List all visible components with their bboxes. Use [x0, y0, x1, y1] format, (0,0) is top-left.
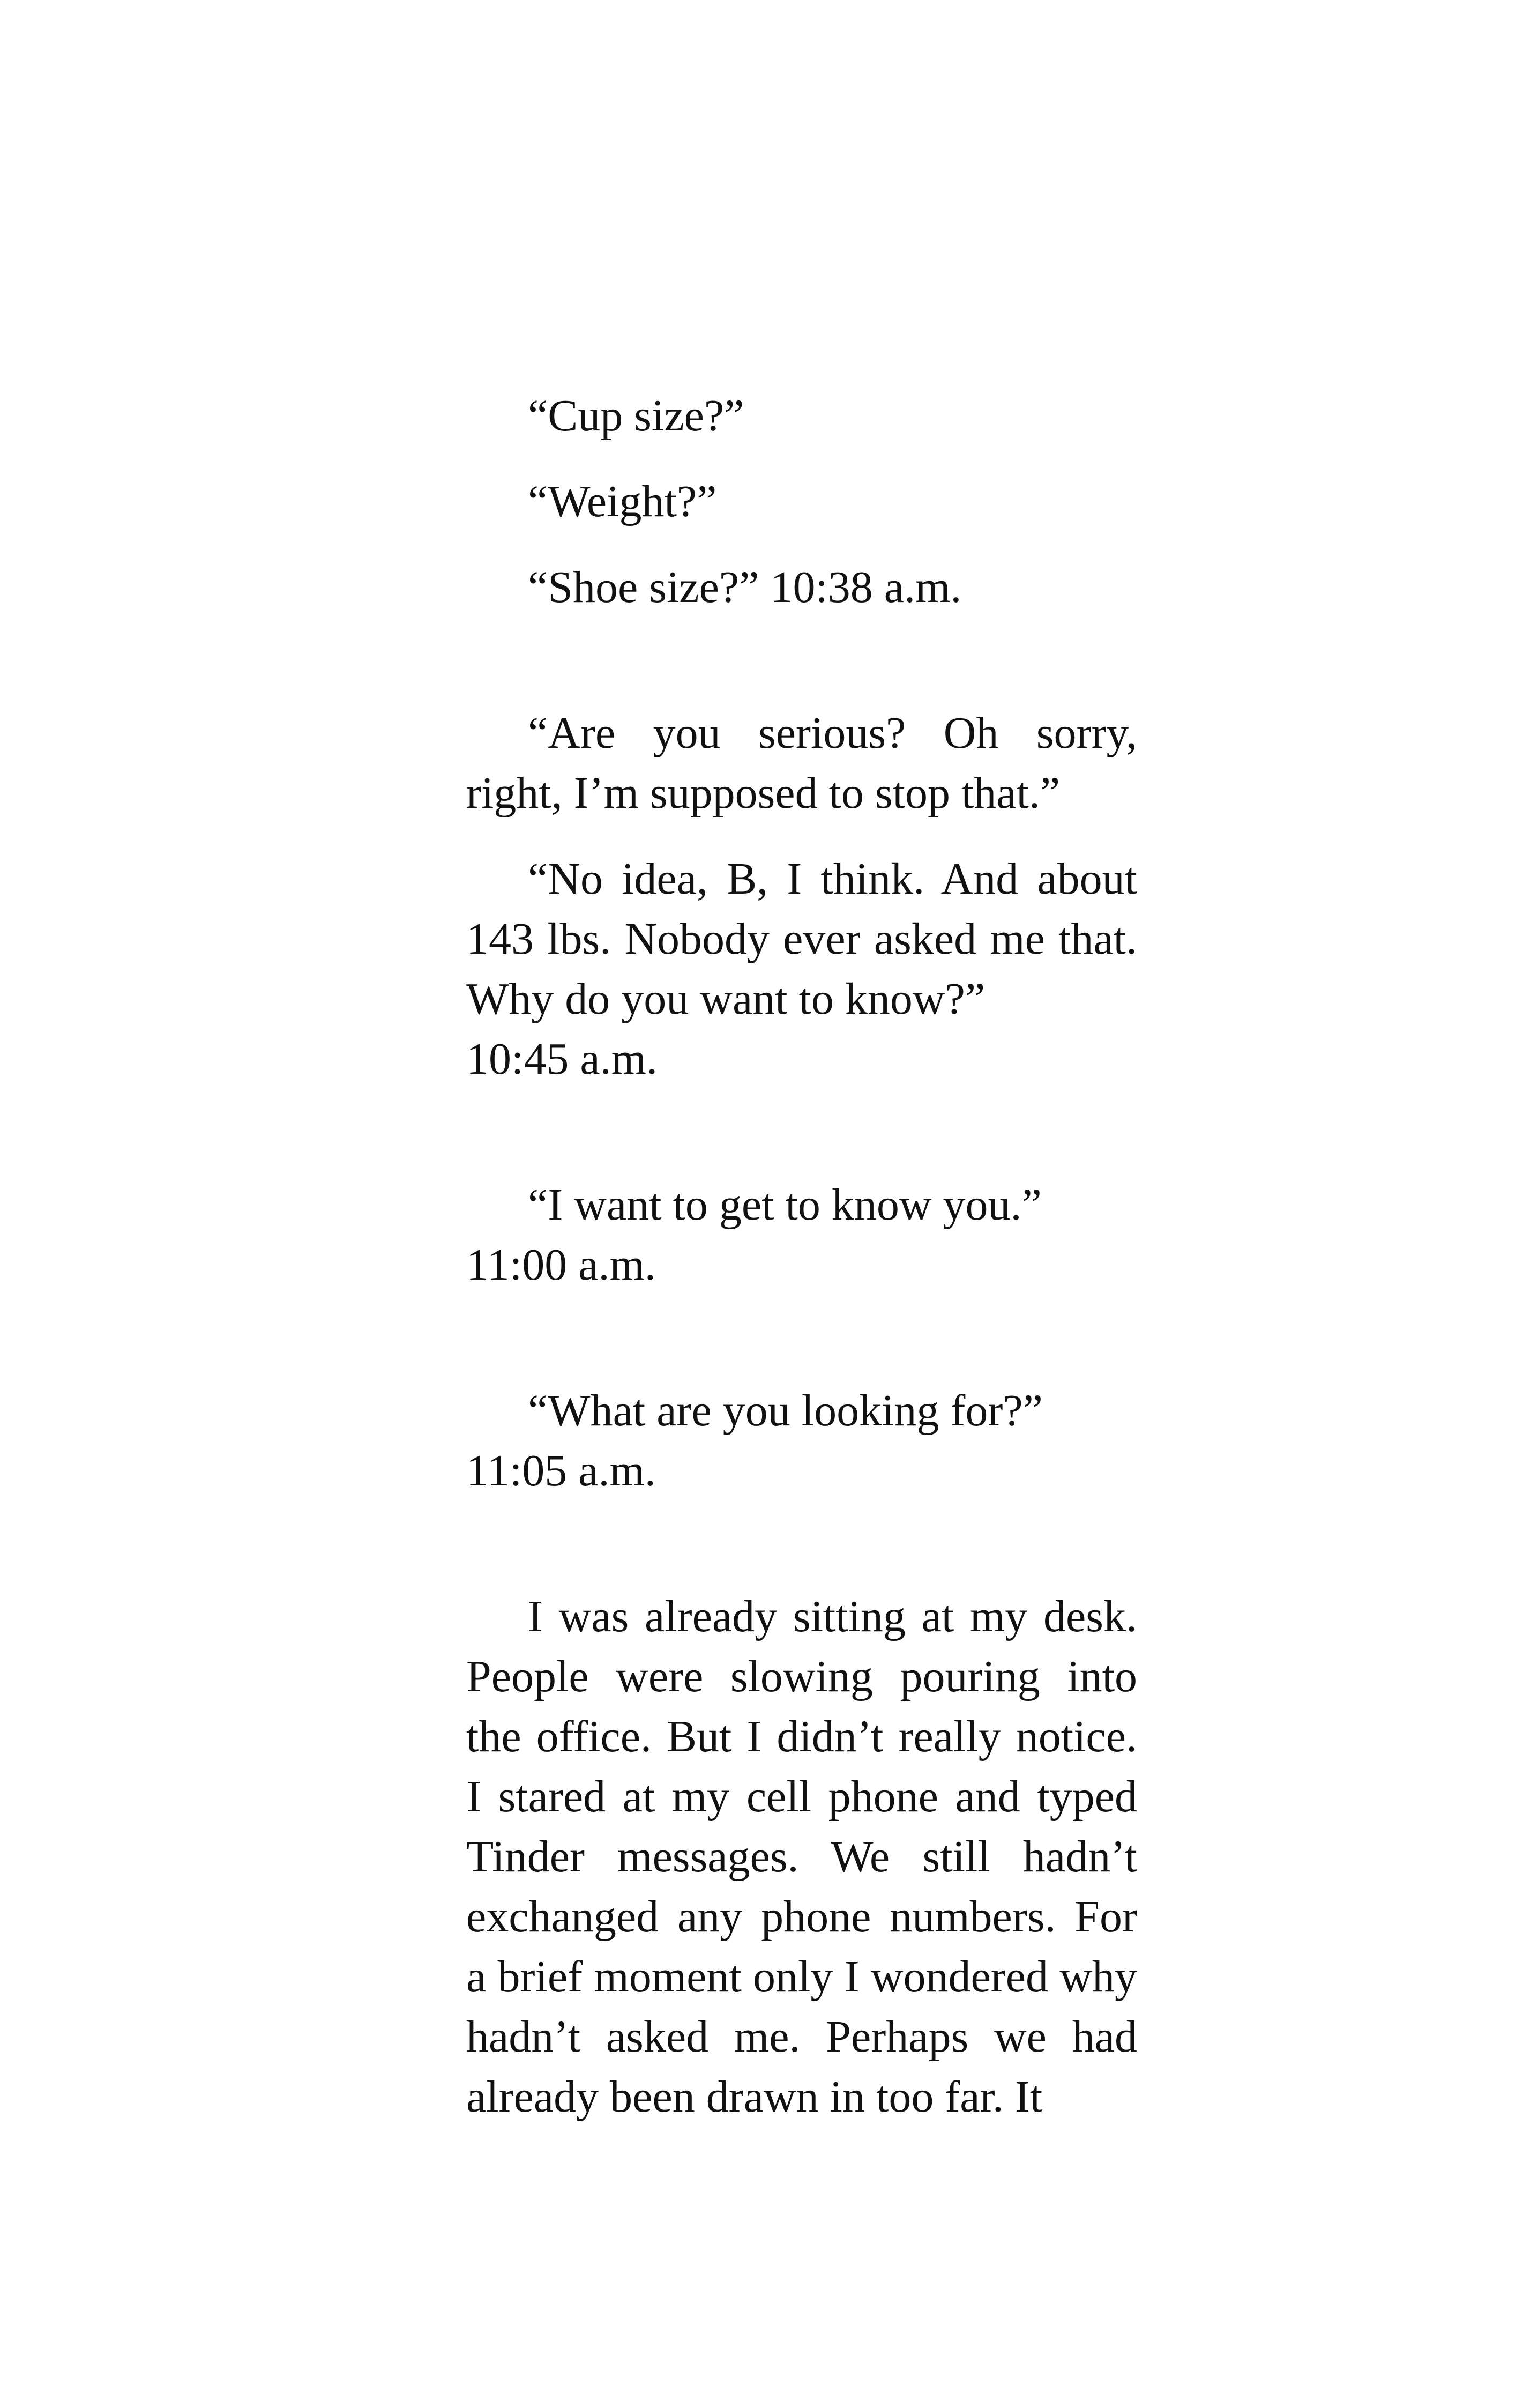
dialogue-paragraph: “Weight?”: [528, 477, 717, 526]
message-timestamp: 10:45 a.m.: [466, 1034, 658, 1084]
message-timestamp: 11:00 a.m.: [466, 1240, 656, 1290]
paragraph-text: “I want to get to know you.”: [528, 1180, 1042, 1230]
dialogue-paragraph: [466, 1381, 1137, 1501]
body-text: [466, 386, 1137, 2153]
dialogue-paragraph: [466, 1175, 1137, 1295]
paragraph-gap: [466, 1321, 1137, 1381]
dialogue-paragraph: [466, 849, 1137, 1089]
dialogue-paragraph: “Cup size?”: [528, 391, 744, 441]
paragraph-text: “What are you looking for?”: [528, 1386, 1043, 1436]
dialogue-paragraph: “Shoe size?” 10:38 a.m.: [528, 562, 962, 612]
paragraph-gap: [466, 643, 1137, 703]
paragraph-gap: [466, 1527, 1137, 1587]
message-timestamp: 11:05 a.m.: [466, 1446, 656, 1496]
dialogue-paragraph: “Are you serious? Oh sorry, right, I’m supposed to stop that.”: [466, 708, 1137, 818]
paragraph-gap: [466, 1115, 1137, 1175]
paragraph-text: “No idea, B, I think. And about 143 lbs. Nobody ever asked me that. Why do you want to know?”: [466, 854, 1137, 1024]
narrative-paragraph: I was already sitting at my desk. People were slowing pouring into the office. But I didn’t really notice. I stared at my cell phone and typed Tinder messages. We still hadn’t exchanged any phone numbers. For a brief moment only I wondered why hadn’t asked me. Perhaps we had already been drawn in too far. It: [466, 1592, 1137, 2122]
